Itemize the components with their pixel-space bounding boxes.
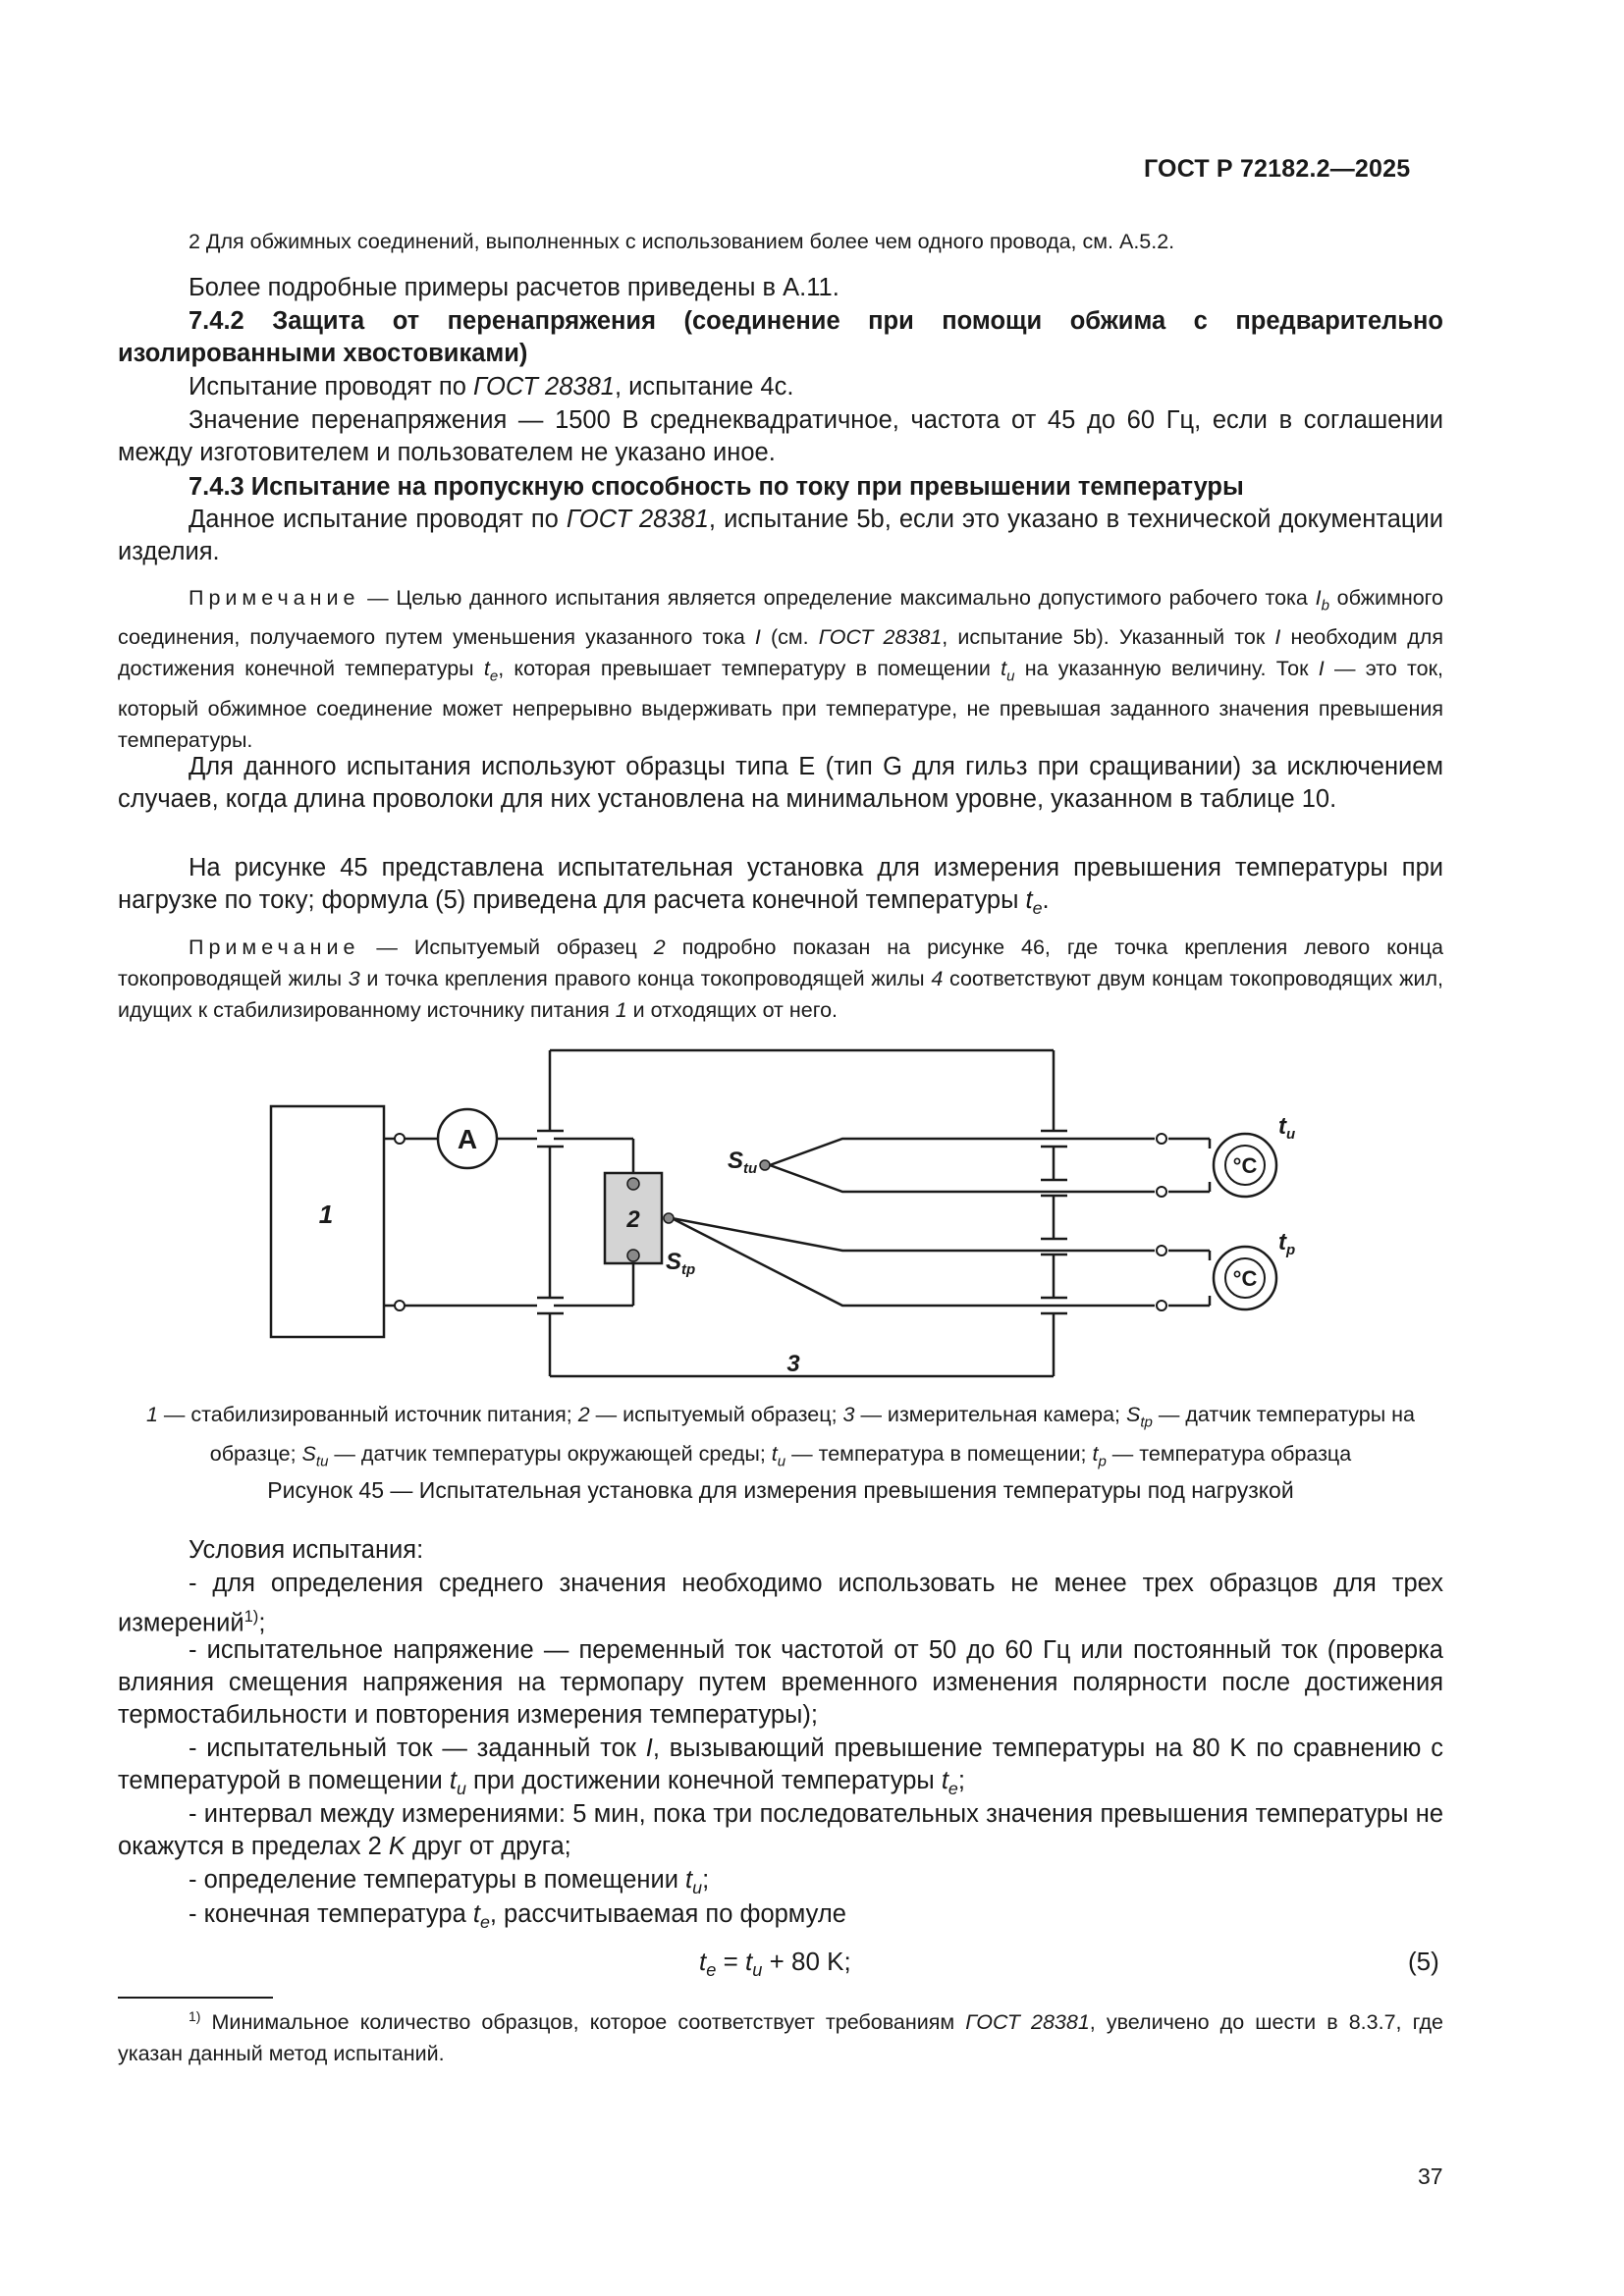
terminal-right-1 [1157, 1134, 1166, 1144]
label-3: 3 [786, 1351, 800, 1377]
paragraph-742-a: Испытание проводят по ГОСТ 28381, испытание 4с. [189, 373, 794, 400]
terminal-source-top [395, 1134, 405, 1144]
paragraph-fig45: На рисунке 45 представлена испытательная установка для измерения превышения температуры при нагрузке по току; формула (5) приведена для расчета конечной температуры $t_e$. [118, 854, 1443, 919]
terminal-right-2 [1157, 1187, 1166, 1197]
footnote-separator [118, 1997, 273, 1999]
condition-6: - конечная температура $t_e$, рассчитываемая по формуле [189, 1900, 846, 1933]
test-setup-diagram [0, 1021, 1624, 1394]
thermometer-tu-symbol: °C [1232, 1153, 1258, 1178]
sensor-stp-dot [664, 1213, 674, 1223]
heading-7-4-2: 7.4.2 Защита от перенапряжения (соединение при помощи обжима с предварительно изолированными хвостовиками) [118, 307, 1443, 367]
document-header: ГОСТ Р 72182.2—2025 [1144, 155, 1411, 183]
label-1: 1 [318, 1200, 334, 1229]
sensor-stu-dot [760, 1160, 770, 1170]
paragraph-more-examples: Более подробные примеры расчетов приведены в А.11. [189, 274, 839, 301]
paragraph-743-a: Данное испытание проводят по ГОСТ 28381, испытание 5b, если это указано в технической документации изделия. [118, 506, 1443, 565]
label-stu: $S_{tu}$ [728, 1148, 758, 1177]
sample-terminal-top [627, 1178, 639, 1190]
condition-2: - испытательное напряжение — переменный ток частотой от 50 до 60 Гц или постоянный ток (проверка влияния смещения напряжения на термопару путем временного изменения полярности после достижения термостабильности и повторения измерения температуры); [118, 1636, 1443, 1729]
note-line-2: 2 Для обжимных соединений, выполненных с использованием более чем одного провода, см. А.5.2. [189, 230, 1175, 253]
ammeter-label: A [457, 1124, 478, 1154]
terminal-source-bottom [395, 1301, 405, 1310]
note-2: Примечание — Испытуемый образец 2 подробно показан на рисунке 46, где точка крепления левого конца токопроводящей жилы 3 и точка крепления правого конца токопроводящей жилы 4 соответствуют двум концам токопроводящих жил, идущих к стабилизированному источнику питания 1 и отходящих от него. [118, 935, 1443, 1022]
page-number: 37 [1418, 2163, 1443, 2189]
thermometer-tp-symbol: °C [1232, 1266, 1258, 1291]
condition-4: - интервал между измерениями: 5 мин, пока три последовательных значения превышения температуры не окажутся в пределах 2 K друг от друга; [118, 1800, 1443, 1860]
label-tp: $t_p$ [1278, 1229, 1296, 1258]
footnote-1: $^{1)}$ Минимальное количество образцов, которое соответствует требованиям ГОСТ 28381, увеличено до шести в 8.3.7, где указан данный метод испытаний. [118, 2008, 1443, 2066]
formula-5: $t_e = t_u + 80$ K; [699, 1947, 851, 1981]
figure-title: Рисунок 45 — Испытательная установка для измерения превышения температуры под нагрузкой [267, 1477, 1294, 1503]
condition-5: - определение температуры в помещении $t_u$; [189, 1866, 710, 1898]
paragraph-samples: Для данного испытания используют образцы типа E (тип G для гильз при сращивании) за исключением случаев, когда длина проволоки для них установлена на минимальном уровне, указанном в таблице 10. [118, 753, 1443, 813]
condition-1: - для определения среднего значения необходимо использовать не менее трех образцов для трех измерений$^{1)}$; [118, 1570, 1443, 1637]
label-2: 2 [626, 1206, 640, 1233]
label-stp: $S_{tp}$ [666, 1249, 696, 1278]
terminal-right-4 [1157, 1301, 1166, 1310]
terminal-right-3 [1157, 1246, 1166, 1255]
paragraph-742-b: Значение перенапряжения — 1500 В среднеквадратичное, частота от 45 до 60 Гц, если в соглашении между изготовителем и пользователем не указано иное. [118, 406, 1443, 466]
sample-terminal-bottom [627, 1250, 639, 1261]
figure-legend: 1 — стабилизированный источник питания; 2 — испытуемый образец; 3 — измерительная камера; $S_{tp}$ — датчик температуры на образце; $S_{tu}$ — датчик температуры окружающей среды; $t_u$ — температура в помещении; $t_p$ — температура образца [145, 1403, 1416, 1470]
conditions-title: Условия испытания: [189, 1536, 424, 1564]
condition-3: - испытательный ток — заданный ток I, вызывающий превышение температуры на 80 K по сравнению с температурой в помещении $t_u$ при достижении конечной температуры $t_e$; [118, 1735, 1443, 1799]
heading-7-4-3: 7.4.3 Испытание на пропускную способность по току при превышении температуры [189, 473, 1244, 501]
formula-number: (5) [1408, 1947, 1439, 1976]
note-1: Примечание — Целью данного испытания является определение максимально допустимого рабочего тока $I_b$ обжимного соединения, получаемого путем уменьшения указанного тока I (см. ГОСТ 28381, испытание 5b). Указанный ток I необходим для достижения конечной температуры $t_e$, которая превышает температуру в помещении $t_u$ на указанную величину. Ток I — это ток, который обжимное соединение может непрерывно выдерживать при температуре, не превышая заданного значения превышения температуры. [118, 586, 1444, 752]
label-tu: $t_u$ [1278, 1113, 1296, 1143]
